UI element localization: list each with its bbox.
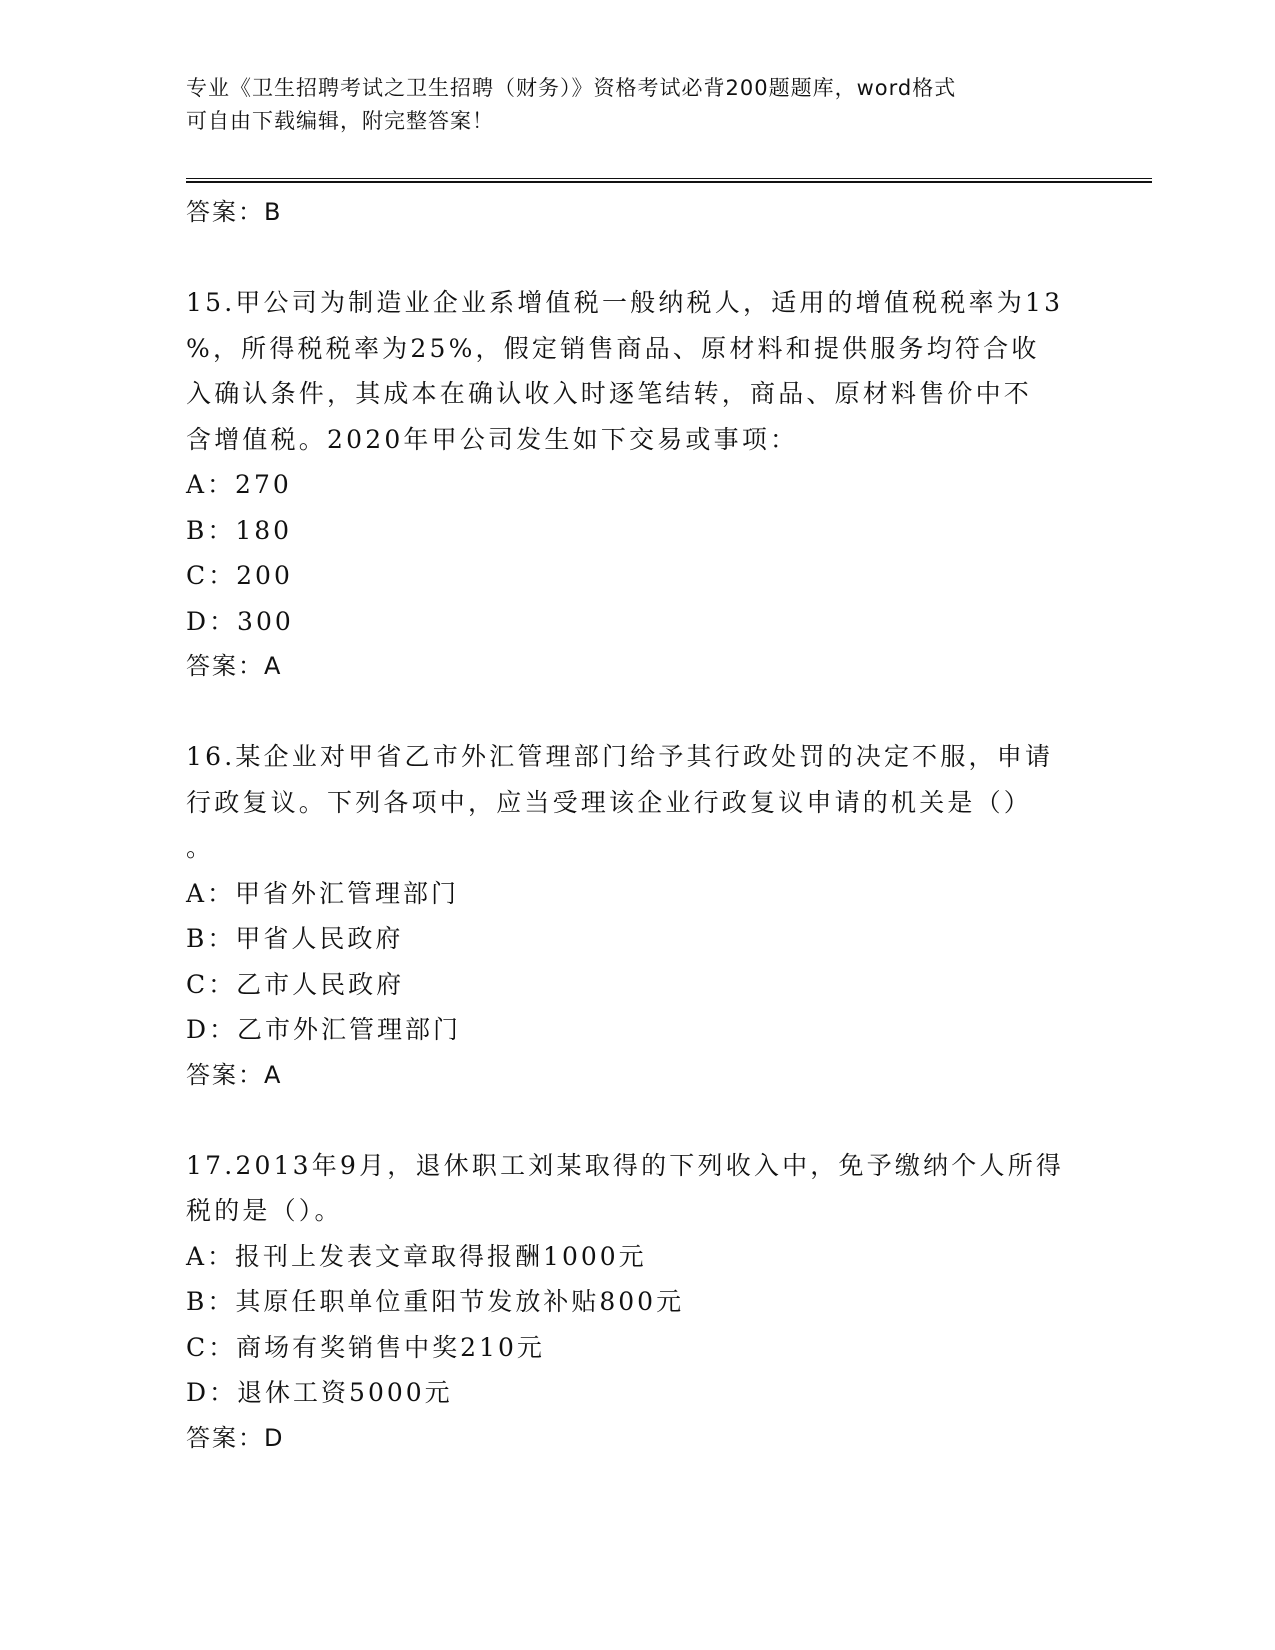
stem-line: 15.甲公司为制造业企业系增值税一般纳税人，适用的增值税税率为13 <box>186 288 1064 317</box>
spacer <box>186 236 1086 280</box>
document-body <box>186 190 1086 1462</box>
question-15 <box>186 280 1086 690</box>
option-c: C：200 <box>186 561 293 590</box>
spacer <box>186 690 1086 734</box>
stem-line: 税的是（）。 <box>186 1196 343 1225</box>
header-line-2: 可自由下载编辑，附完整答案！ <box>186 109 494 133</box>
stem-line: 。 <box>186 833 215 862</box>
option-a: A：270 <box>186 470 292 499</box>
stem-line: %，所得税税率为25%，假定销售商品、原材料和提供服务均符合收 <box>186 333 1040 363</box>
question-stem <box>186 734 1086 871</box>
answer: 答案：A <box>186 652 283 680</box>
stem-line: 入确认条件，其成本在确认收入时逐笔结转，商品、原材料售价中不 <box>186 379 1033 408</box>
previous-answer: 答案：B <box>186 198 283 226</box>
question-stem <box>186 280 1086 462</box>
option-b: B：180 <box>186 515 293 545</box>
document-header <box>186 72 1086 138</box>
option-b: B：其原任职单位重阳节发放补贴800元 <box>186 1287 685 1316</box>
question-16 <box>186 734 1086 1099</box>
stem-line: 含增值税。2020年甲公司发生如下交易或事项： <box>186 424 799 454</box>
question-stem <box>186 1143 1086 1234</box>
stem-line: 行政复议。下列各项中，应当受理该企业行政复议申请的机关是（） <box>186 787 1033 817</box>
option-a: A：甲省外汇管理部门 <box>186 878 460 908</box>
question-17 <box>186 1143 1086 1462</box>
header-divider <box>186 178 1152 183</box>
stem-line: 17.2013年9月，退休职工刘某取得的下列收入中，免予缴纳个人所得 <box>186 1150 1065 1180</box>
option-d: D：300 <box>186 606 294 636</box>
header-line-1: 专业《卫生招聘考试之卫生招聘（财务）》资格考试必背200题题库，word格式 <box>186 76 957 100</box>
answer: 答案：A <box>186 1060 283 1089</box>
answer: 答案：D <box>186 1423 285 1452</box>
option-b: B：甲省人民政府 <box>186 924 404 953</box>
stem-line: 16.某企业对甲省乙市外汇管理部门给予其行政处罚的决定不服，申请 <box>186 742 1054 771</box>
option-c: C：乙市人民政府 <box>186 969 405 999</box>
option-d: D：乙市外汇管理部门 <box>186 1015 462 1044</box>
option-a: A：报刊上发表文章取得报酬1000元 <box>186 1241 647 1271</box>
spacer <box>186 1099 1086 1143</box>
option-d: D：退休工资5000元 <box>186 1378 453 1407</box>
option-c: C：商场有奖销售中奖210元 <box>186 1332 545 1362</box>
